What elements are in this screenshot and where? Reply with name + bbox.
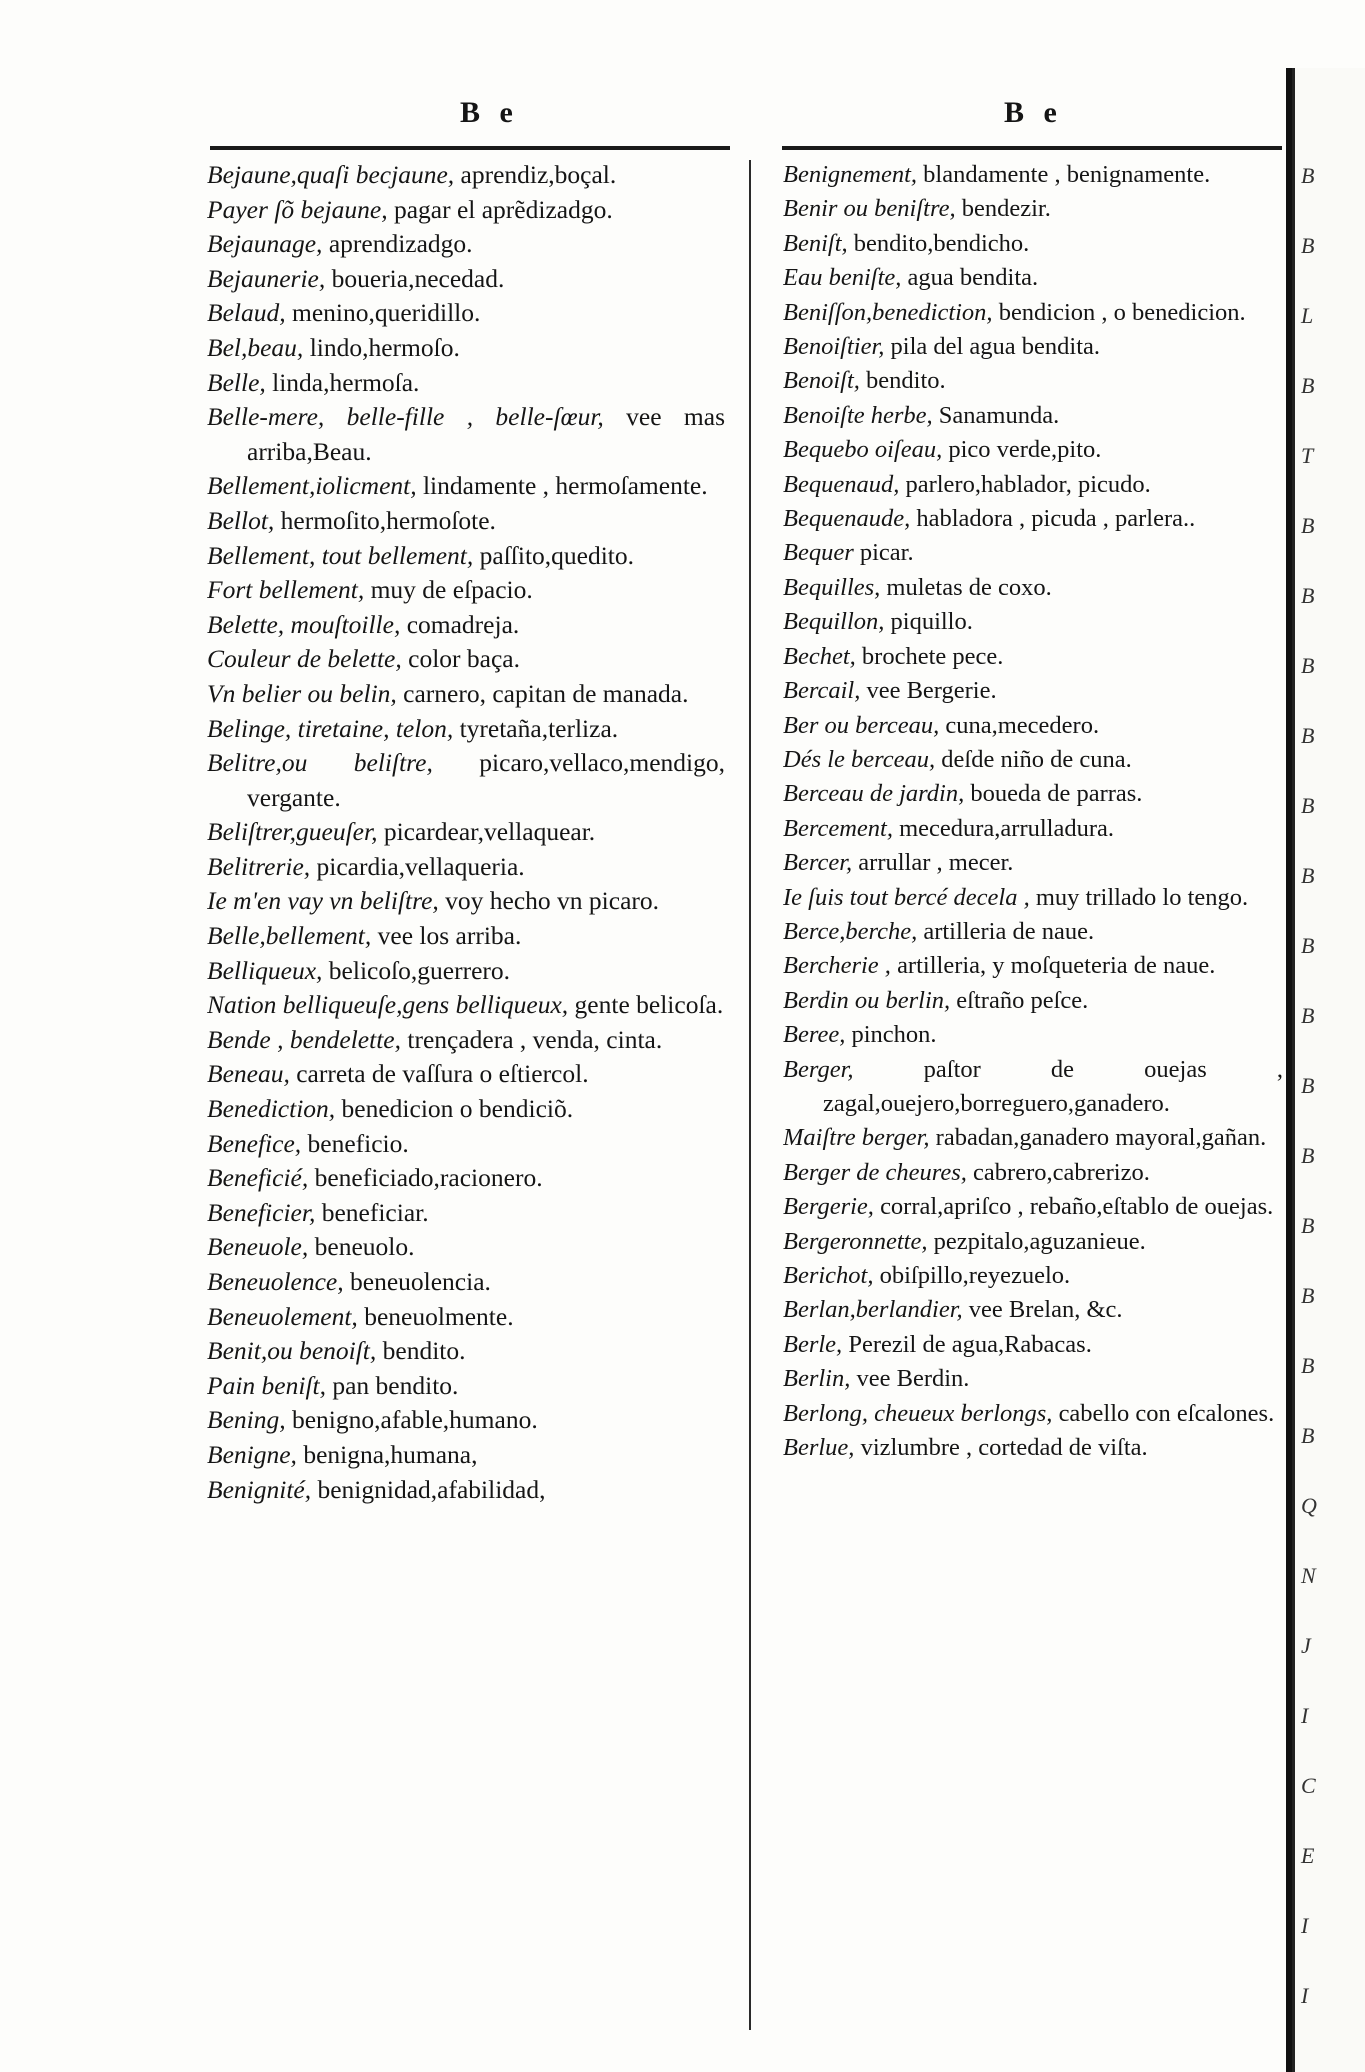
spanish-definition: boueda de parras. [970,780,1143,808]
left-header-rule [210,146,730,150]
dictionary-entry [783,502,1283,536]
spanish-definition: carreta de vaſſura o eſtiercol. [296,1059,589,1089]
spanish-definition: corral,apriſco , rebaño,eſtablo de ouejas. [880,1193,1274,1221]
spanish-definition: picaro,vellaco,mendigo, vergante. [247,748,725,812]
edge-letter: B [1301,233,1315,258]
french-headword: Bequillon, [783,608,885,636]
dictionary-entry [207,1403,725,1438]
spanish-definition: picar. [859,539,914,567]
edge-letter: B [1301,793,1315,818]
french-headword: Bequenaude, [783,505,911,533]
french-headword: Pain beniſt, [207,1370,326,1400]
spanish-definition: picardia,vellaqueria. [316,851,525,881]
spanish-definition: deſde niño de cuna. [941,745,1132,773]
spanish-definition: aprendiz,boçal. [460,160,617,189]
french-headword: Beneficié, [207,1163,309,1193]
dictionary-entry [207,850,725,885]
spanish-definition: boueria,necedad. [331,263,505,293]
edge-letter: B [1301,583,1315,608]
dictionary-entry [783,1259,1283,1293]
french-headword: Benir ou beniſtre, [783,195,956,223]
french-headword: Benoiſtier, [783,333,885,361]
spanish-definition: benignidad,afabilidad, [317,1474,546,1504]
spanish-definition: vee Brelan, &c. [968,1296,1123,1324]
dictionary-entry [207,954,725,989]
spanish-definition: artilleria, y moſqueteria de naue. [897,952,1216,980]
dictionary-entry [207,919,725,954]
dictionary-entry [783,1431,1283,1465]
dictionary-entry [783,536,1283,570]
french-headword: Ber ou berceau, [783,711,940,739]
dictionary-entry [783,296,1283,330]
dictionary-entry [207,262,725,297]
spanish-definition: muy de eſpacio. [370,575,533,605]
edge-letter: I [1301,1913,1309,1938]
dictionary-entry [783,1121,1283,1155]
edge-letter: B [1301,1283,1315,1308]
edge-letter: T [1301,443,1314,468]
edge-letter: B [1301,1423,1315,1448]
spanish-definition: pezpitalo,aguzanieue. [933,1227,1146,1255]
dictionary-entry [783,571,1283,605]
dictionary-entry [207,1369,725,1404]
french-headword: Berger de cheures, [783,1158,967,1186]
dictionary-entry [783,949,1283,983]
french-headword: Benigne, [207,1439,297,1469]
dictionary-entry [207,1438,725,1473]
spanish-definition: pagar el aprẽdizadgo. [393,194,613,224]
spanish-definition: bendezir. [961,195,1051,223]
dictionary-entry [783,261,1283,295]
spanish-definition: benigna,humana, [303,1439,478,1469]
french-headword: Bequer [783,539,854,567]
french-headword: Belette, mouſtoille, [207,609,401,639]
spanish-definition: pila del agua bendita. [890,333,1101,361]
dictionary-entry [207,1092,725,1127]
dictionary-entry [207,1196,725,1231]
french-headword: Couleur de belette, [207,644,402,674]
edge-letter: B [1301,373,1315,398]
edge-letter: B [1301,933,1315,958]
spanish-definition: carnero, capitan de manada. [403,678,689,708]
french-headword: Bergerie, [783,1193,874,1221]
dictionary-entry [207,504,725,539]
spanish-definition: benedicion o bendiciõ. [341,1094,574,1124]
dictionary-entry [783,1293,1283,1327]
left-column [207,158,725,2038]
spanish-definition: vee Berdin. [856,1365,970,1393]
dictionary-entry [783,709,1283,743]
dictionary-entry [783,158,1283,192]
edge-letter: B [1301,1003,1315,1028]
dictionary-entry [207,642,725,677]
dictionary-entry [207,400,725,469]
french-headword: Dés le berceau, [783,745,936,773]
dictionary-entry [207,366,725,401]
edge-letter: N [1301,1563,1316,1588]
french-headword: Payer ſõ bejaune, [207,194,388,224]
dictionary-entry [783,330,1283,364]
spanish-definition: piquillo. [890,608,973,636]
spanish-definition: blandamente , benignamente. [923,161,1211,188]
spanish-definition: eſtraño peſce. [956,986,1089,1014]
edge-letter: B [1301,1353,1315,1378]
french-headword: Ie m'en vay vn beliſtre, [207,886,439,916]
column-divider [749,160,751,2030]
dictionary-entry [783,743,1283,777]
spanish-definition: beneuolencia. [350,1267,491,1296]
edge-letter: B [1301,1143,1315,1168]
french-headword: Vn belier ou belin, [207,678,397,708]
dictionary-entry [207,1473,725,1508]
french-headword: Benignité, [207,1474,312,1504]
spanish-definition: belicoſo,guerrero. [328,955,511,985]
dictionary-entry [207,469,725,504]
spanish-definition: bendito. [866,367,946,395]
edge-letter: I [1301,1983,1309,2008]
spanish-definition: pico verde,pito. [948,436,1102,464]
french-headword: Bercherie , [783,952,891,980]
spanish-definition: cabello con eſcalones. [1058,1399,1275,1427]
spanish-definition: obiſpillo,reyezuelo. [879,1262,1071,1289]
left-column-header: B e [460,96,519,129]
spanish-definition: brochete pece. [861,642,1004,670]
french-headword: Bechet, [783,642,856,670]
french-headword: Benefice, [207,1128,302,1158]
french-headword: Beliſtrer,gueuſer, [207,817,378,847]
dictionary-entry [783,1156,1283,1190]
french-headword: Beneuolement, [207,1301,358,1331]
french-headword: Belaud, [207,298,286,328]
spanish-definition: vee Bergerie. [866,677,997,705]
french-headword: Beree, [783,1021,846,1049]
dictionary-entry [783,1053,1283,1122]
dictionary-entry [783,1328,1283,1362]
dictionary-entry [207,331,725,366]
spanish-definition: beneuolo. [314,1232,415,1262]
french-headword: Belitrerie, [207,851,311,881]
dictionary-entry [783,777,1283,811]
spanish-definition: cuna,mecedero. [945,711,1100,739]
dictionary-entry [207,1161,725,1196]
spanish-definition: agua bendita. [907,264,1039,292]
dictionary-entry [783,812,1283,846]
edge-letter: Q [1301,1493,1317,1518]
dictionary-entry [207,884,725,919]
dictionary-entry [207,1300,725,1335]
dictionary-entry [207,193,725,228]
dictionary-entry [783,915,1283,949]
spanish-definition: arrullar , mecer. [858,849,1014,877]
spanish-definition: benigno,afable,humano. [291,1405,538,1435]
dictionary-entry [783,881,1283,915]
french-headword: Bergeronnette, [783,1227,928,1255]
french-headword: Bening, [207,1405,286,1435]
dictionary-entry [207,746,725,815]
dictionary-entry [783,674,1283,708]
right-header-rule [782,146,1282,150]
french-headword: Ie ſuis tout bercé decela , [783,883,1030,911]
dictionary-entry [207,1127,725,1162]
french-headword: Belle,bellement, [207,921,372,951]
dictionary-entry [207,988,725,1023]
dictionary-entry [207,608,725,643]
spanish-definition: lindo,hermoſo. [309,332,460,362]
spanish-definition: artilleria de naue. [923,917,1095,945]
right-column [783,158,1283,2038]
spanish-definition: paſſito,quedito. [479,540,635,570]
french-headword: Beniſſon,benediction, [783,298,993,326]
dictionary-entry [783,364,1283,398]
french-headword: Belle, [207,367,266,397]
spanish-definition: paſtor de ouejas , zagal,ouejero,borreguero,ganadero. [823,1055,1283,1117]
edge-letter: B [1301,723,1315,748]
spanish-definition: picardear,vellaquear. [383,817,596,847]
edge-letter: B [1301,653,1315,678]
spanish-definition: parlero,hablador, picudo. [905,470,1151,498]
french-headword: Eau beniſte, [783,264,902,292]
dictionary-entry [207,573,725,608]
dictionary-entry [207,815,725,850]
spanish-definition: menino,queridillo. [291,298,481,328]
dictionary-entry [783,192,1283,226]
dictionary-entry [783,399,1283,433]
dictionary-entry [783,984,1283,1018]
edge-letter: B [1301,513,1315,538]
spanish-definition: tyretaña,terliza. [459,713,619,743]
french-headword: Bejaune,quaſi becjaune, [207,160,455,189]
french-headword: Beniſt, [783,229,848,257]
french-headword: Bende , bendelette, [207,1024,401,1054]
french-headword: Belinge, tiretaine, telon, [207,713,454,743]
spanish-definition: bendito. [382,1336,466,1366]
spanish-definition: muletas de coxo. [886,573,1052,601]
spanish-definition: muy trillado lo tengo. [1035,883,1249,911]
dictionary-entry [783,1018,1283,1052]
dictionary-entry [783,1362,1283,1396]
french-headword: Bequenaud, [783,470,900,498]
next-page-edge [1292,68,1365,2072]
spanish-definition: hermoſito,hermoſote. [280,505,496,535]
spanish-definition: bendito,bendicho. [853,229,1030,257]
spanish-definition: trençadera , venda, cinta. [407,1024,663,1054]
french-headword: Berdin ou berlin, [783,986,951,1014]
spanish-definition: habladora , picuda , parlera.. [916,505,1196,533]
spanish-definition: bendicion , o benedicion. [998,298,1246,326]
french-headword: Bel,beau, [207,332,304,362]
spanish-definition: voy hecho vn picaro. [445,886,660,916]
french-headword: Berce,berche, [783,917,918,945]
french-headword: Benediction, [207,1094,336,1124]
right-column-header: B e [1004,96,1063,129]
french-headword: Berger, [783,1055,854,1083]
dictionary-entry [783,1190,1283,1224]
french-headword: Bequilles, [783,573,881,601]
dictionary-entry [207,677,725,712]
french-headword: Bellement,iolicment, [207,471,417,501]
dictionary-entry [783,433,1283,467]
spanish-definition: mecedura,arrulladura. [899,814,1115,842]
french-headword: Bercer, [783,849,853,877]
french-headword: Fort bellement, [207,575,365,605]
french-headword: Benit,ou benoiſt, [207,1336,377,1366]
spanish-definition: Sanamunda. [938,401,1060,429]
french-headword: Bercement, [783,814,893,842]
spanish-definition: beneficio. [307,1128,409,1158]
spanish-definition: vee los arriba. [377,921,522,951]
edge-letter: B [1301,1213,1315,1238]
dictionary-entry [207,296,725,331]
dictionary-entry [207,227,725,262]
french-headword: Benoiſt, [783,367,860,395]
french-headword: Belitre,ou beliſtre, [207,748,433,778]
dictionary-entry [207,1057,725,1092]
dictionary-entry [207,712,725,747]
edge-letter: E [1301,1843,1315,1868]
french-headword: Beneau, [207,1059,290,1089]
french-headword: Beneficier, [207,1197,316,1227]
french-headword: Bequebo oiſeau, [783,436,943,464]
french-headword: Bejaunerie, [207,263,326,293]
french-headword: Belle-mere, belle-fille , belle-ſœur, [207,402,604,432]
edge-letter: B [1301,163,1315,188]
spanish-definition: aprendizadgo. [328,229,473,259]
french-headword: Belliqueux, [207,955,323,985]
dictionary-entry [783,1225,1283,1259]
french-headword: Bellement, tout bellement, [207,540,474,570]
spanish-definition: gente belicoſa. [574,990,724,1020]
spanish-definition: vizlumbre , cortedad de viſta. [860,1434,1148,1462]
dictionary-entry [783,1397,1283,1431]
dictionary-entry [207,539,725,574]
spanish-definition: linda,hermoſa. [272,367,420,397]
spanish-definition: comadreja. [406,609,520,639]
spanish-definition: rabadan,ganadero mayoral,gañan. [935,1124,1267,1152]
french-headword: Benoiſte herbe, [783,401,933,429]
french-headword: Beneuole, [207,1232,309,1262]
french-headword: Berichot, [783,1262,874,1289]
french-headword: Nation belliqueuſe,gens belliqueux, [207,990,569,1020]
spanish-definition: beneficiado,racionero. [314,1163,543,1193]
dictionary-entry [207,1265,725,1300]
edge-letter: L [1301,303,1314,328]
spanish-definition: color baça. [408,644,520,674]
french-headword: Benignement, [783,161,918,188]
french-headword: Berle, [783,1330,843,1358]
spanish-definition: lindamente , hermoſamente. [422,471,708,501]
dictionary-entry [207,1334,725,1369]
spanish-definition: Perezil de agua,Rabacas. [848,1330,1092,1358]
french-headword: Berceau de jardin, [783,780,965,808]
edge-letter: I [1301,1703,1309,1728]
edge-letter: J [1301,1633,1311,1658]
dictionary-entry [783,468,1283,502]
edge-letter: B [1301,863,1315,888]
dictionary-entry [783,227,1283,261]
dictionary-entry [783,640,1283,674]
french-headword: Beneuolence, [207,1267,344,1296]
french-headword: Bellot, [207,505,275,535]
spanish-definition: beneficiar. [321,1197,429,1227]
spanish-definition: beneuolmente. [364,1301,514,1331]
dictionary-entry [783,846,1283,880]
french-headword: Berlin, [783,1365,851,1393]
french-headword: Bercail, [783,677,861,705]
spanish-definition: pan bendito. [332,1370,459,1400]
dictionary-entry [207,158,725,193]
spanish-definition: cabrero,cabrerizo. [973,1158,1150,1186]
french-headword: Berlue, [783,1434,855,1462]
dictionary-entry [207,1230,725,1265]
french-headword: Maiſtre berger, [783,1124,930,1152]
dictionary-entry [207,1023,725,1058]
spanish-definition: pinchon. [851,1021,937,1049]
spanish-definition: vee mas arriba,Beau. [247,402,725,466]
french-headword: Berlan,berlandier, [783,1296,963,1324]
edge-letter: B [1301,1073,1315,1098]
dictionary-entry [783,605,1283,639]
french-headword: Bejaunage, [207,229,323,259]
french-headword: Berlong, cheueux berlongs, [783,1399,1053,1427]
edge-letter: C [1301,1773,1316,1798]
